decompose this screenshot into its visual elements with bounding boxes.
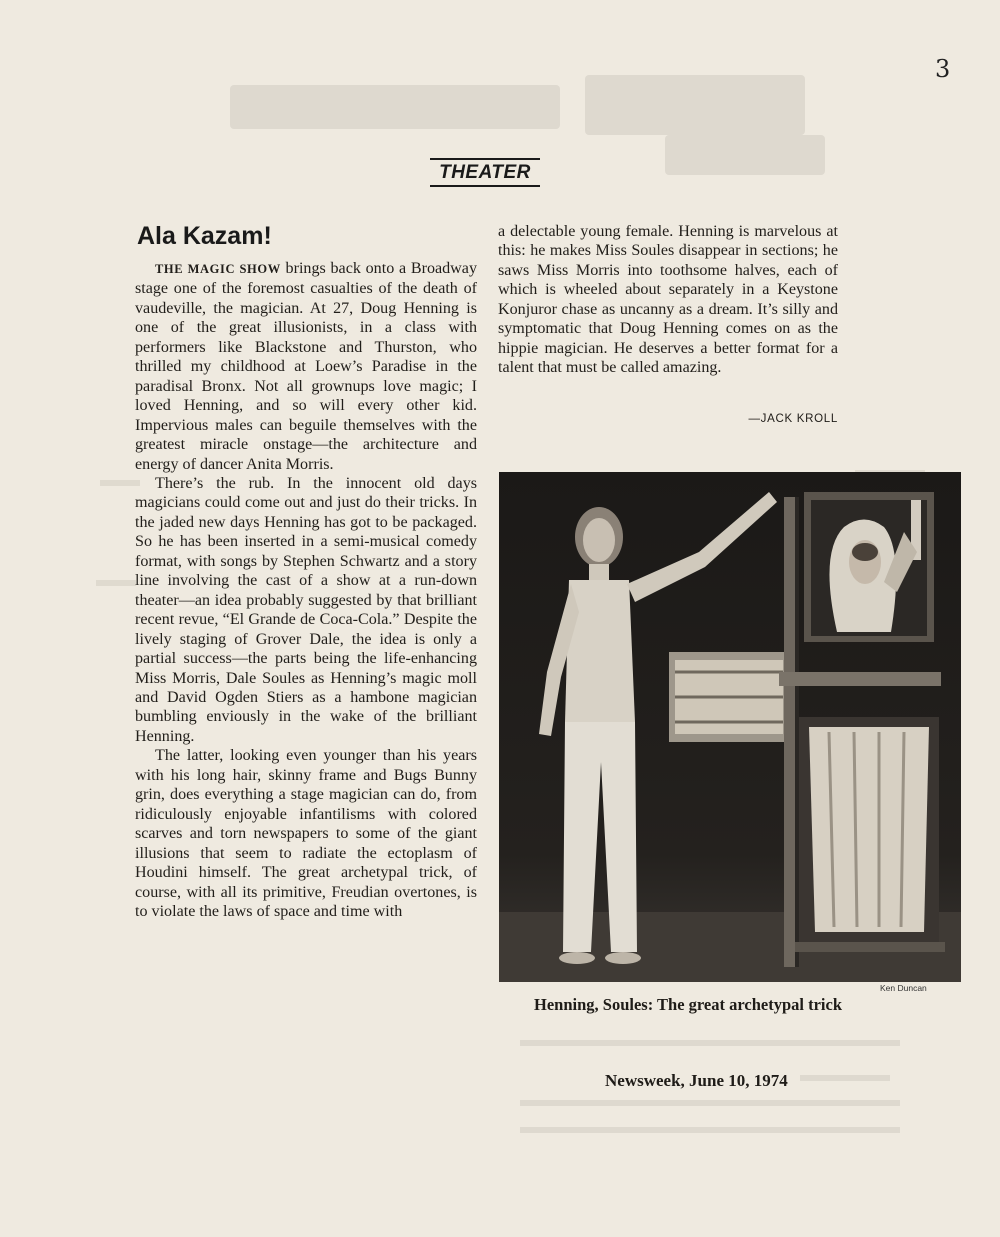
article-paragraph-2: There’s the rub. In the innocent old days magicians could come out and just do their tricks. In the jaded new days Henning has got to be packaged. So he has been inserted in a semi-musical comedy format, with songs by Stephen Schwartz and a story line involving the cast of a show at a run-down theater—an idea probably suggested by that brilliant recent revue, “El Grande de Coca-Cola.” Despite the lively staging of Grover Dale, the idea is only a partial success—the parts being the life-enhancing Miss Morris, Dale Soules as Henning’s magic moll and David Ogden Stiers as a hambone magician bumbling enviously in the wake of the brilliant Henning. bbox=[135, 474, 477, 745]
article-headline: Ala Kazam! bbox=[137, 222, 272, 250]
head-cabinet bbox=[804, 492, 934, 642]
stage-photo bbox=[499, 472, 961, 982]
article-paragraph-3: The latter, looking even younger than his years with his long hair, skinny frame and Bugs Bunny grin, does everything a stage magician can do, from ridiculously enjoyable infantilisms with colored scarves and torn newspapers to some of the giant illusions that seem to radiate the ectoplasm of Houdini himself. The great archetypal trick, of course, with all its primitive, Freudian overtones, is to violate the laws of space and time with bbox=[135, 747, 477, 920]
article-paragraph-1 bbox=[135, 259, 477, 474]
magician-illustration bbox=[499, 472, 961, 982]
source-citation: Newsweek, June 10, 1974 bbox=[605, 1071, 788, 1090]
cabinet-box bbox=[669, 652, 789, 742]
article-paragraph-4: a delectable young female. Henning is marvelous at this: he makes Miss Soules disappear in sections; he saws Miss Morris into toothsome halves, each of which is wheeled about separately in a Keystone Konjuror chase as uncanny as a dream. It’s silly and symptomatic that Doug Henning comes on as the hippie magician. He deserves a better format for a talent that must be called amazing. bbox=[498, 223, 838, 377]
photo-caption: Henning, Soules: The great archetypal trick bbox=[534, 995, 843, 1014]
photo-credit: Ken Duncan bbox=[880, 983, 927, 993]
article-left-column bbox=[135, 259, 477, 921]
show-title: THE MAGIC SHOW bbox=[155, 262, 281, 276]
page-number: 3 bbox=[935, 55, 951, 83]
paragraph-1-text: brings back onto a Broadway stage one of the foremost casualties of the death of vaudeville, the magician. At 27, Doug Henning is one of the great illusionists, in a class with performers like Blackstone and Thurston, who thrilled my childhood at Loew’s Paradise in the paradisal Bronx. Not all grownups love magic; I loved Henning, and so will every other kid. Impervious males can beguile themselves with the greatest miracle onstage—the architecture and energy of dancer Anita Morris. bbox=[135, 260, 477, 473]
article-right-column bbox=[498, 222, 838, 378]
section-label: THEATER bbox=[430, 158, 540, 187]
byline: —JACK KROLL bbox=[748, 413, 838, 425]
